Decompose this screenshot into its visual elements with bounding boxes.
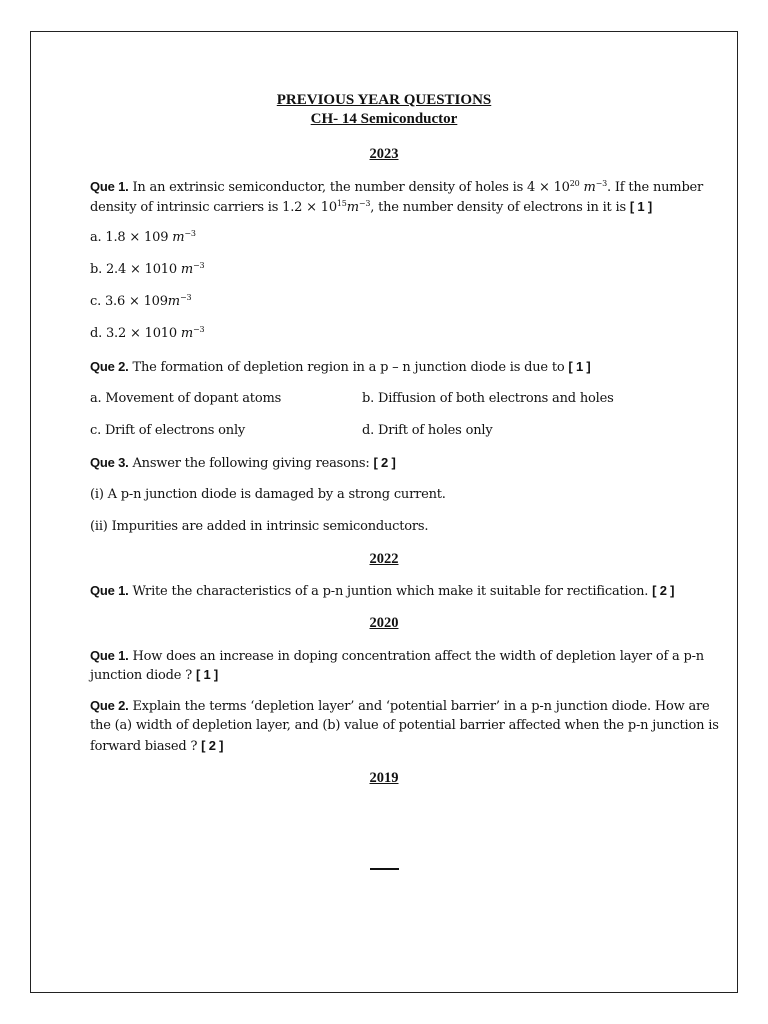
option-a: a. Movement of dopant atoms: [90, 391, 282, 406]
marks-badge: [ 2 ]: [373, 455, 396, 470]
year-heading-2019: 2019: [369, 770, 399, 786]
option-c: c. Drift of electrons only: [90, 423, 246, 438]
exponent: −3: [179, 293, 192, 302]
unit: m: [172, 230, 185, 245]
marks-badge: [ 2 ]: [201, 738, 224, 753]
page-title: PREVIOUS YEAR QUESTIONS: [276, 92, 492, 108]
chapter-title: CH- 14 Semiconductor: [310, 111, 458, 127]
question-text: density of intrinsic carriers is 1.2 × 10: [90, 200, 337, 215]
option-d: d. Drift of holes only: [362, 423, 493, 438]
year-heading-2023: 2023: [369, 146, 399, 162]
exponent: −3: [192, 261, 205, 270]
exponent: −3: [192, 325, 205, 334]
question-text: The formation of depletion region in a p – n junction diode is due to: [128, 360, 569, 375]
question-2020-1-line2: [90, 667, 218, 683]
option-a: [90, 230, 196, 245]
exponent: −3: [184, 229, 196, 238]
option-d: [90, 326, 204, 341]
exponent: −3: [595, 179, 607, 188]
question-part-ii: (ii) Impurities are added in intrinsic semiconductors.: [90, 519, 429, 534]
question-label: Que 1.: [90, 179, 129, 194]
marks-badge: [ 1 ]: [629, 199, 652, 214]
marks-badge: [ 1 ]: [195, 667, 219, 682]
option-b: b. Diffusion of both electrons and holes: [362, 391, 614, 406]
question-text: Write the characteristics of a p-n juntion which make it suitable for rectification.: [128, 584, 653, 599]
question-label: Que 1.: [90, 583, 129, 598]
question-text: . If the number: [607, 180, 704, 195]
marks-badge: [ 2 ]: [652, 583, 675, 598]
option-text: c. 3.6 × 109: [90, 294, 168, 309]
question-text: How does an increase in doping concentration affect the width of depletion layer of a p-n: [128, 649, 704, 664]
question-text: Answer the following giving reasons:: [128, 456, 374, 471]
question-label: Que 2.: [90, 698, 129, 713]
option-c: [90, 294, 191, 309]
option-text: d. 3.2 × 1010: [90, 326, 181, 341]
year-heading-2022: 2022: [369, 551, 399, 567]
question-part-i: (i) A p-n junction diode is damaged by a strong current.: [90, 487, 446, 502]
unit: m: [180, 262, 193, 277]
exponent: −3: [358, 199, 371, 208]
question-2020-1-line1: [90, 648, 704, 664]
exponent: 20: [569, 179, 580, 188]
unit: m: [579, 180, 596, 195]
exponent: 15: [336, 199, 347, 208]
option-text: a. 1.8 × 109: [90, 230, 173, 245]
end-rule: [370, 868, 399, 870]
question-2023-1-line2: [90, 199, 652, 215]
question-text: junction diode ?: [90, 668, 196, 683]
unit: m: [180, 326, 193, 341]
question-2020-2-line2: the (a) width of depletion layer, and (b) value of potential barrier affected when the p-n junction is: [90, 718, 719, 733]
question-2023-2: [90, 359, 591, 375]
year-heading-2020: 2020: [369, 615, 399, 631]
question-2022-1: [90, 583, 674, 599]
question-label: Que 1.: [90, 648, 129, 663]
option-text: b. 2.4 × 1010: [90, 262, 181, 277]
page-border: [30, 31, 738, 993]
question-2020-2-line3: [90, 738, 223, 754]
option-b: [90, 262, 204, 277]
question-2020-2-line1: [90, 698, 710, 714]
question-2023-1-line1: [90, 179, 704, 195]
unit: m: [167, 294, 180, 309]
question-2023-3: [90, 455, 396, 471]
question-text: Explain the terms ‘depletion layer’ and ‘potential barrier’ in a p-n junction diode. How are: [128, 699, 710, 714]
marks-badge: [ 1 ]: [568, 359, 591, 374]
question-text: In an extrinsic semiconductor, the number density of holes is 4 × 10: [128, 180, 570, 195]
unit: m: [346, 200, 359, 215]
question-label: Que 2.: [90, 359, 129, 374]
question-label: Que 3.: [90, 455, 129, 470]
question-text: , the number density of electrons in it is: [370, 200, 630, 215]
question-text: forward biased ?: [90, 739, 202, 754]
